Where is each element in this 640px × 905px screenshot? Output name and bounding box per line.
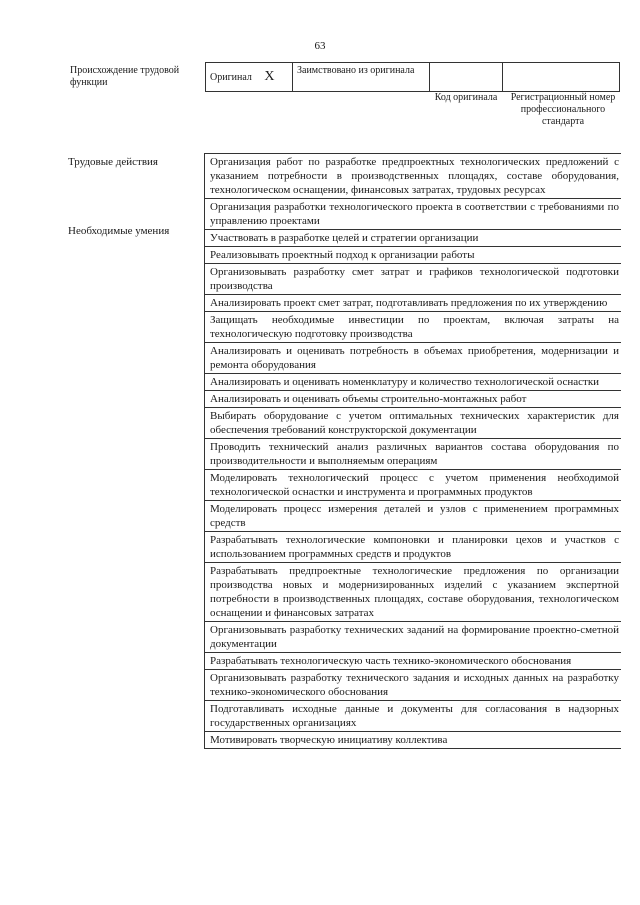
original-mark: X <box>264 69 275 84</box>
list-item: Проводить технический анализ различных вариантов состава оборудования по производительности и выполняемым операциям <box>205 439 621 470</box>
code-label: Код оригинала <box>434 92 498 103</box>
borrowed-label: Заимствовано из оригинала <box>297 65 415 76</box>
list-item: Моделировать процесс измерения деталей и узлов с применением программных средств <box>205 501 621 532</box>
original-cell <box>206 63 293 92</box>
code-cell <box>430 63 503 92</box>
list-item: Организовывать разработку смет затрат и графиков технологической подготовки производства <box>205 264 621 295</box>
category-label-skills: Необходимые умения <box>68 225 170 237</box>
list-item: Анализировать и оценивать потребность в объемах приобретения, модернизации и ремонта оборудования <box>205 343 621 374</box>
reg-number-cell <box>503 63 620 92</box>
list-item: Мотивировать творческую инициативу коллектива <box>205 732 621 749</box>
list-item: Организация работ по разработке предпроектных технологических предложений с указанием потребности в производственных площадях, составе оборудования, технологическом оснащении, финансовых затратах, трудовых ресурсах <box>205 154 621 199</box>
category-cell <box>66 225 205 749</box>
original-label: Оригинал <box>210 72 252 83</box>
list-item: Участвовать в разработке целей и стратегии организации <box>205 230 621 247</box>
list-item: Защищать необходимые инвестиции по проектам, включая затраты на технологическую подготовку производства <box>205 312 621 343</box>
list-item: Организовывать разработку технических заданий на формирование проектно-сметной документации <box>205 622 621 653</box>
borrowed-cell <box>293 63 430 92</box>
list-item: Разрабатывать предпроектные технологические предложения по организации производства новых и модернизированных изделий с указанием экспертной потребности в производственных площадях, составе оборудования, технологическом оснащении и финансовых затратах <box>205 563 621 622</box>
list-item: Анализировать и оценивать объемы строительно-монтажных работ <box>205 391 621 408</box>
reg-number-label: Регистрационный номер профессионального стандарта <box>510 92 616 127</box>
list-item: Моделировать технологический процесс с учетом применения необходимой технологической оснастки и инструмента и программных продуктов <box>205 470 621 501</box>
list-item: Организация разработки технологического проекта в соответствии с требованиями по управлению проектами <box>205 199 621 230</box>
list-item: Реализовывать проектный подход к организации работы <box>205 247 621 264</box>
list-item: Подготавливать исходные данные и документы для согласования в надзорных государственных организациях <box>205 701 621 732</box>
function-table <box>66 153 621 749</box>
page-number: 63 <box>314 40 326 52</box>
list-item: Анализировать проект смет затрат, подготавливать предложения по их утверждению <box>205 295 621 312</box>
list-item: Разрабатывать технологические компоновки и планировки цехов и участков с использованием программных средств и продуктов <box>205 532 621 563</box>
section-row-skills <box>66 247 621 749</box>
category-label-actions: Трудовые действия <box>68 155 158 168</box>
list-item: Анализировать и оценивать номенклатуру и количество технологической оснастки <box>205 374 621 391</box>
list-item: Организовывать разработку технического задания и исходных данных на разработку технико-экономического обоснования <box>205 670 621 701</box>
origin-table <box>205 62 620 92</box>
list-item: Разрабатывать технологическую часть технико-экономического обоснования <box>205 653 621 670</box>
items-cell <box>205 247 622 749</box>
list-item: Выбирать оборудование с учетом оптимальных технических характеристик для обеспечения требований конструкторской документации <box>205 408 621 439</box>
items-cell <box>205 154 622 248</box>
origin-label: Происхождение трудовой функции <box>70 65 180 88</box>
